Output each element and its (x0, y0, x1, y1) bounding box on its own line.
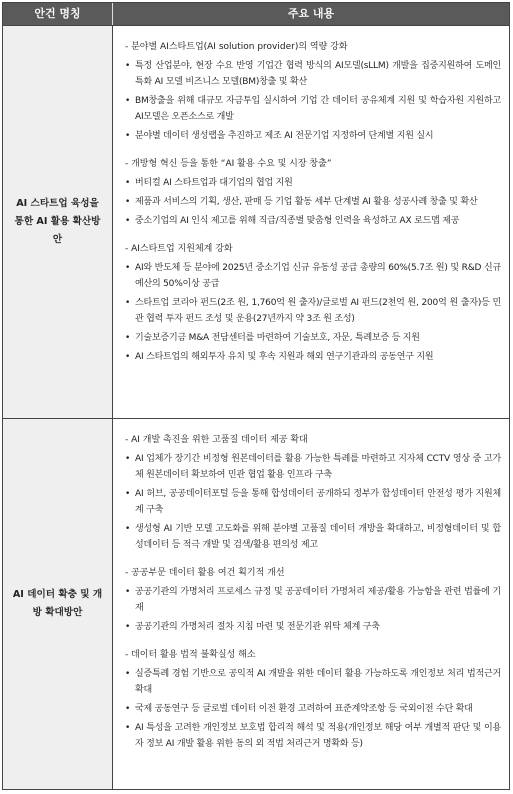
bullet-icon: • (125, 524, 131, 534)
bullet-icon: • (125, 178, 131, 188)
item-text: AI 스타트업의 해외투자 유치 및 후속 지원과 해외 연구기관과의 공동연구 지원 (135, 352, 434, 362)
item-text: 생성형 AI 기반 모델 고도화를 위해 분야별 고품질 데이터 개방을 확대하고, 비정형데이터 및 합성데이터 등 적극 개발 및 검색/활용 편의성 제고 (135, 524, 501, 550)
section-title: - 개방형 혁신 등을 통한 “AI 활용 수요 및 시장 창출” (125, 159, 332, 169)
list-item (125, 93, 501, 125)
list-item (125, 295, 501, 327)
bullet-icon: • (125, 622, 131, 632)
item-text: 스타트업 코리아 펀드(2조 원, 1,760억 원 출자)/글로벌 AI 펀드(2천억 원, 200억 원 출자)등 민관 협력 투자 펀드 조성 및 운용(27년까지 약 3조 원 조성) (135, 298, 501, 324)
bullet-icon: • (125, 352, 131, 362)
list-item (125, 213, 501, 229)
agenda-name (3, 26, 113, 418)
list-item (125, 349, 501, 365)
table-row (3, 25, 509, 418)
item-text: 제품과 서비스의 기획, 생산, 판매 등 기업 활동 세부 단계별 AI 활용 성공사례 창출 및 확산 (135, 197, 478, 207)
item-text: BM창출을 위해 대규모 자금투입 실시하여 기업 간 데이터 공유체계 지원 및 학습자원 지원하고 AI모델은 오픈소스로 개발 (135, 96, 501, 122)
bullet-icon: • (125, 454, 131, 464)
section-title: - 공공부문 데이터 활용 여건 획기적 개선 (125, 568, 285, 578)
content-section (125, 242, 501, 365)
bullet-icon: • (125, 669, 131, 679)
agenda-name-text: AI 스타트업 육성을 통한 AI 활용 확산방안 (14, 198, 101, 245)
policy-table (2, 2, 510, 790)
item-text: 국제 공동연구 등 글로벌 데이터 이전 환경 고려하여 표준계약조항 등 국외이전 수단 확대 (135, 704, 473, 714)
list-item (125, 175, 501, 191)
header-agenda-name: 안건 명칭 (3, 3, 113, 25)
item-text: 공공기관의 가명처리 프로세스 규정 및 공공데이터 가명처리 제공/활용 가능함을 관련 법률에 기재 (135, 587, 501, 613)
item-text: 실증특례 경험 기반으로 공익적 AI 개발을 위한 데이터 활용 가능하도록 개인정보 처리 법적근거 확대 (135, 669, 501, 695)
agenda-content (113, 26, 509, 418)
item-text: 버티컬 AI 스타트업과 대기업의 협업 지원 (135, 178, 293, 188)
content-section (125, 157, 501, 229)
agenda-name-text: AI 데이터 확충 및 개방 확대방안 (12, 589, 103, 618)
bullet-icon: • (125, 197, 131, 207)
item-text: 분야별 데이터 생성랩을 추진하고 제조 AI 전문기업 지정하여 단계별 지원 실시 (135, 131, 434, 141)
item-text: 특정 산업분야, 현장 수요 반영 기업간 협력 방식의 AI모델(sLLM) 개발을 집중지원하여 도메인 특화 AI 모델 비즈니스 모델(BM)창출 및 확산 (135, 61, 501, 87)
content-section (125, 433, 501, 553)
list-item (125, 58, 501, 90)
list-item (125, 451, 501, 483)
table-header (3, 3, 509, 25)
bullet-icon: • (125, 489, 131, 499)
list-item (125, 260, 501, 292)
section-title: - 분야별 AI스타트업(AI solution provider)의 역량 강화 (125, 42, 348, 52)
bullet-icon: • (125, 298, 131, 308)
item-text: AI와 반도체 등 분야에 2025년 중소기업 신규 유동성 공급 총량의 60%(5.7조 원) 및 R&D 신규 예산의 50%이상 공급 (135, 263, 501, 289)
list-item (125, 521, 501, 553)
section-title: - 데이터 활용 법적 불확실성 해소 (125, 650, 256, 660)
list-item (125, 584, 501, 616)
item-text: 기술보증기금 M&A 전담센터를 마련하여 기술보호, 자문, 특례보증 등 지원 (135, 333, 420, 343)
agenda-name (3, 419, 113, 789)
list-item (125, 128, 501, 144)
list-item (125, 619, 501, 635)
bullet-icon: • (125, 333, 131, 343)
table-row (3, 418, 509, 789)
bullet-icon: • (125, 96, 131, 106)
list-item (125, 720, 501, 752)
bullet-icon: • (125, 704, 131, 714)
item-text: AI 업체가 장기간 비정형 원본데이터를 활용 가능한 특례를 마련하고 지자체 CCTV 영상 중 고가체 원본데이터 확보하여 민관 협업 활용 인프라 구축 (135, 454, 501, 480)
bullet-icon: • (125, 216, 131, 226)
agenda-content (113, 419, 509, 789)
list-item (125, 486, 501, 518)
list-item (125, 330, 501, 346)
bullet-icon: • (125, 61, 131, 71)
section-title: - AI 개발 촉진을 위한 고품질 데이터 제공 확대 (125, 435, 308, 445)
item-text: 공공기관의 가명처리 절차 지침 마련 및 전문기관 위탁 체계 구축 (135, 622, 380, 632)
bullet-icon: • (125, 263, 131, 273)
list-item (125, 701, 501, 717)
list-item (125, 194, 501, 210)
content-section (125, 40, 501, 144)
item-text: 중소기업의 AI 인식 제고를 위해 직급/직종별 맞춤형 인력을 육성하고 AX 로드맵 제공 (135, 216, 460, 226)
bullet-icon: • (125, 131, 131, 141)
item-text: AI 특성을 고려한 개인정보 보호법 합리적 해석 및 적용(개인정보 해당 여부 개별적 판단 및 이용자 정보 AI 개발 활용 위한 동의 외 적법 처리근거 명확화 등) (135, 723, 501, 749)
list-item (125, 666, 501, 698)
header-main-content: 주요 내용 (287, 7, 335, 20)
content-section (125, 566, 501, 635)
content-section (125, 648, 501, 752)
item-text: AI 허브, 공공데이터포털 등을 통해 합성데이터 공개하되 정부가 합성데이터 안전성 평가 지원체계 구축 (135, 489, 501, 515)
bullet-icon: • (125, 587, 131, 597)
section-title: - AI스타트업 지원체계 강화 (125, 244, 233, 254)
bullet-icon: • (125, 723, 131, 733)
